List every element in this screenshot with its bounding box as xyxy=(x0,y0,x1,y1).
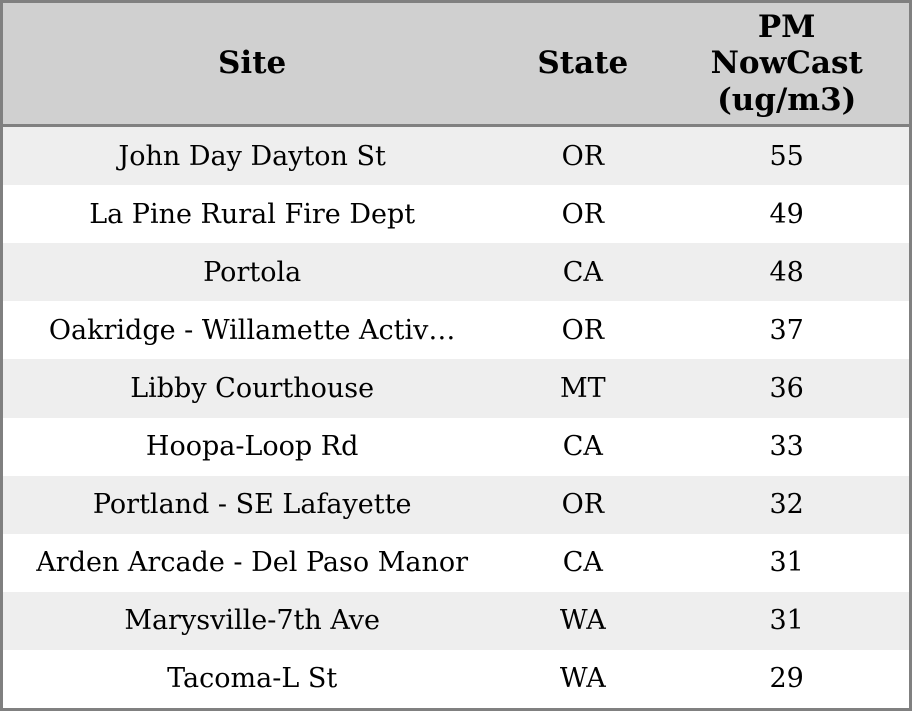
site-cell: Portola xyxy=(203,256,302,288)
value-cell: 37 xyxy=(769,314,804,346)
state-cell: OR xyxy=(561,198,605,230)
table-row xyxy=(3,126,909,186)
table-row xyxy=(3,534,909,592)
site-cell: Arden Arcade - Del Paso Manor xyxy=(36,547,468,579)
state-cell: CA xyxy=(562,256,603,288)
table-row xyxy=(3,301,909,359)
column-header-state xyxy=(501,3,664,126)
column-header-pm-nowcast-label: PM NowCast (ug/m3) xyxy=(710,8,863,118)
value-cell: 33 xyxy=(769,431,804,463)
value-cell: 32 xyxy=(769,489,804,521)
state-cell: OR xyxy=(561,314,605,346)
state-cell: CA xyxy=(562,431,603,463)
table-row xyxy=(3,418,909,476)
header-row xyxy=(3,3,909,126)
site-cell: Marysville-7th Ave xyxy=(124,605,380,637)
site-cell: Oakridge - Willamette Activ… xyxy=(48,314,456,346)
table-row xyxy=(3,650,909,708)
column-header-site-label: Site xyxy=(218,45,287,82)
state-cell: WA xyxy=(559,663,606,695)
state-cell: MT xyxy=(560,372,606,404)
state-cell: OR xyxy=(561,489,605,521)
table-row xyxy=(3,185,909,243)
table-row xyxy=(3,243,909,301)
column-header-site xyxy=(3,3,501,126)
value-cell: 31 xyxy=(769,605,804,637)
state-cell: OR xyxy=(561,140,605,172)
site-cell: Tacoma-L St xyxy=(167,663,338,695)
value-cell: 36 xyxy=(769,372,804,404)
value-cell: 31 xyxy=(769,547,804,579)
value-cell: 29 xyxy=(769,663,804,695)
column-header-state-label: State xyxy=(537,45,629,82)
monitor-readings-table xyxy=(3,3,909,708)
value-cell: 55 xyxy=(769,140,804,172)
table-row xyxy=(3,592,909,650)
site-cell: Portland - SE Lafayette xyxy=(92,489,412,521)
table-row xyxy=(3,476,909,534)
site-cell: Libby Courthouse xyxy=(130,372,375,404)
site-cell: Hoopa-Loop Rd xyxy=(145,431,359,463)
value-cell: 49 xyxy=(769,198,804,230)
column-header-pm-nowcast xyxy=(664,3,909,126)
value-cell: 48 xyxy=(769,256,804,288)
table-row xyxy=(3,359,909,417)
state-cell: CA xyxy=(562,547,603,579)
site-cell: John Day Dayton St xyxy=(118,140,386,172)
site-cell: La Pine Rural Fire Dept xyxy=(89,198,416,230)
state-cell: WA xyxy=(559,605,606,637)
